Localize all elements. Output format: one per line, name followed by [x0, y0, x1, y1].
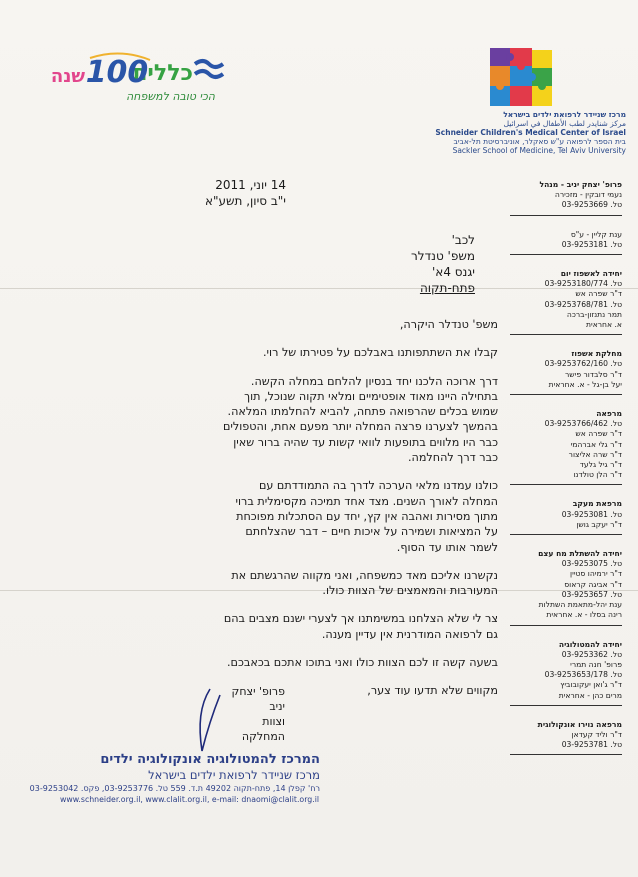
staff-line: טל. 03-9253669 — [561, 200, 622, 210]
staff-line: טל. 03-9253762/160 — [544, 359, 622, 369]
staff-line: ד"ר ירמיהו סטיין — [570, 569, 622, 579]
staff-line: טל. 03-9253362 — [561, 649, 622, 659]
staff-line: ענת קליין - ע"ס — [570, 229, 622, 239]
staff-section-heading: יחידה לאשפוז יום — [560, 269, 622, 279]
address-name: משפ' טנדלר — [411, 249, 475, 263]
letter-paragraph: כולנו עמדנו מלאי הערכה לדרך בה התמודדתם עם המחלה לאורך השנים. מצד אחד תמיכה מקסימלית ברוי מתוך מסירות ואהבה אין קץ, יחד עם הסתכלות מפוכחת על המציאות ושמירה על איכות חיים – דבר שהצלחתם לשמר אותו עד הסוף. — [235, 479, 498, 554]
staff-line: נעמי דובקין - מזכירה — [554, 190, 622, 200]
staff-line: טל. 03-9253768/781 — [544, 299, 622, 309]
letter-greeting: משפ' טנדלר היקרה, — [399, 318, 498, 331]
staff-section — [510, 720, 622, 756]
recipient-address — [340, 232, 475, 296]
clalit-logo-text: כללית — [132, 61, 193, 86]
staff-line: טל. 03-9253075 — [561, 559, 622, 569]
staff-section — [510, 499, 622, 535]
staff-section — [510, 180, 622, 216]
staff-section-heading: יחידה להמטולוגיה — [558, 639, 622, 649]
letter-paragraph: קבלו את השתתפותנו באבלכם על פטירתו של רוי. — [262, 346, 498, 360]
gregorian-date: 14 יוני, 2011 — [215, 178, 286, 192]
staff-line: ד"ר הלן טולדנו — [573, 470, 622, 480]
staff-line: תמר נתנזון-ברכה — [566, 309, 622, 319]
staff-line: ד"ר ג'ואן יעקובוביץ — [560, 680, 622, 690]
staff-line: טל. 03-9253081 — [561, 509, 622, 519]
footer-title: המרכז להמטולוגיה אונקולוגיה ילדים — [100, 752, 320, 767]
staff-section — [510, 409, 622, 485]
staff-line: ד"ר שפרה אש — [575, 429, 622, 439]
signature-team: וצוות המחלקה — [241, 715, 285, 743]
address-city: פתח-תקוה — [419, 281, 475, 295]
letter-date — [150, 177, 286, 209]
staff-line: פרופ' חנה תמרי — [570, 659, 622, 669]
staff-section — [510, 230, 622, 255]
clalit-slogan: הכי טובה למשפחה — [126, 90, 215, 103]
staff-section-heading: פרופ' יצחק יניב - מנהל — [539, 180, 622, 189]
letter-paragraph: צר לי שלא הצלחנו במשימתנו אך לצערי ישנם מצבים בהם גם לרפואה המודרנית אין עדיין מענה. — [223, 612, 498, 641]
staff-section-heading: מרפאת מעקב — [572, 499, 622, 509]
signature-name: פרופ' יצחק יניב — [231, 685, 285, 713]
staff-line: מרים כהן - אחראית — [558, 690, 622, 700]
footer-web: www.schneider.org.il, www.clalit.org.il, e-mail: dnaomi@clalit.org.il — [60, 795, 320, 804]
clalit-logo-number: 100 — [85, 55, 149, 90]
sackler-name-hebrew: בית הספר לרפואה ע"ש סאקלר, אוניברסיטת תל-אביב — [453, 137, 626, 146]
letter-body — [222, 317, 498, 712]
schneider-puzzle-logo — [488, 46, 554, 108]
address-to: לכב' — [451, 233, 475, 247]
staff-line: טל. 03-9253781 — [561, 740, 622, 750]
staff-line: ענת יהל-מתאמת השתלות — [538, 600, 622, 610]
letterhead-footer — [29, 752, 320, 805]
staff-line: ד"ר גלי אברהמי — [570, 439, 622, 449]
letter-paragraph: בשעה קשה זו לכם הצוות כולו ואני בתוכו אתכם בכאבכם. — [226, 656, 498, 670]
staff-line: ד"ר אביגה קראוס — [564, 579, 622, 589]
schneider-name-english: Schneider Children's Medical Center of Israel — [435, 128, 626, 137]
staff-line: טל. 03-9253180/774 — [544, 279, 622, 289]
letter-paragraph: דרך ארוכה הלכנו יחד בנסיון להלחם במחלה הקשה. בתחילה היינו מאוד אופטימיים ומלאי תקוה שנוכל, תוך שמוש בכלים שהרפואה פתחה, להביא להחלמתו המלאה. בהמשך לצערנו פרצה המחלה יותר מפעם אחת, והטפולים כבר היו מלווים בתופעות לוואי קשות עד שהיה ברור שאין כבר דרך להחלמה. — [222, 374, 498, 465]
schneider-name-block — [412, 110, 626, 155]
staff-line: טל. 03-9253766/462 — [544, 419, 622, 429]
letter-closing: מקווים שלא תדעו עוד צער, — [367, 684, 498, 698]
staff-section — [510, 349, 622, 395]
sackler-name-english: Sackler School of Medicine, Tel Aviv University — [452, 146, 626, 155]
staff-line: ד"ר יעקב גושן — [576, 519, 622, 529]
staff-section-heading: מרפאה — [596, 409, 622, 419]
staff-section-heading: מחלקת אשפוז — [571, 349, 622, 359]
clalit-logo — [45, 50, 225, 110]
staff-section — [510, 640, 622, 706]
address-street: יגנס 4א' — [431, 265, 475, 279]
hebrew-date: י"ב סיון, תשע"א — [204, 194, 286, 208]
staff-line: א. אחראית — [586, 320, 622, 330]
staff-line: ד"ר שרה אליצור — [568, 449, 622, 459]
staff-line: טל. 03-9253653/178 — [544, 670, 622, 680]
staff-line: ד"ר שפרה אש — [575, 289, 622, 299]
staff-line: ד"ר סלבדור פישר — [565, 369, 622, 379]
staff-sidebar — [510, 180, 622, 769]
staff-line: יעל בן-גל - א. אחראית — [548, 379, 622, 389]
staff-section-heading: יחידה להשתלת מח עצם — [538, 549, 622, 559]
staff-line: טל. 03-9253181 — [561, 239, 622, 249]
staff-line: טל. 03-9253657 — [561, 589, 622, 599]
schneider-name-hebrew: מרכז שניידר לרפואת ילדים בישראל — [503, 110, 626, 119]
letter-paragraph: נקשרנו אליכם מאד כמשפחה, ואני מקווה שהרגשתם את המעורבות והמאמצים של הצוות כולו. — [231, 568, 498, 598]
staff-line: ד"ר וליד קעדאן — [571, 729, 622, 739]
schneider-name-arabic: مركز شنايدر لطب الأطفال في اسرائيل — [503, 119, 626, 128]
footer-address: רח' קפלן 14, פתח-תקוה 49202 ת.ד. 559 טל. 03-9253776, פקס. 03-9253042 — [29, 784, 320, 793]
staff-section — [510, 549, 622, 625]
clalit-logo-mark — [45, 50, 225, 90]
staff-section-heading: מרפאה נוירו אונקולוגית — [537, 719, 622, 729]
staff-line: רינה בסלו - א. אחראית — [546, 610, 622, 620]
handwritten-signature — [180, 685, 240, 755]
staff-line: ד"ר גיל גלעד — [579, 460, 622, 470]
clalit-logo-suffix: שנה — [50, 66, 85, 87]
staff-section — [510, 269, 622, 335]
footer-subtitle: מרכז שניידר לרפואת ילדים בישראל — [148, 768, 320, 782]
